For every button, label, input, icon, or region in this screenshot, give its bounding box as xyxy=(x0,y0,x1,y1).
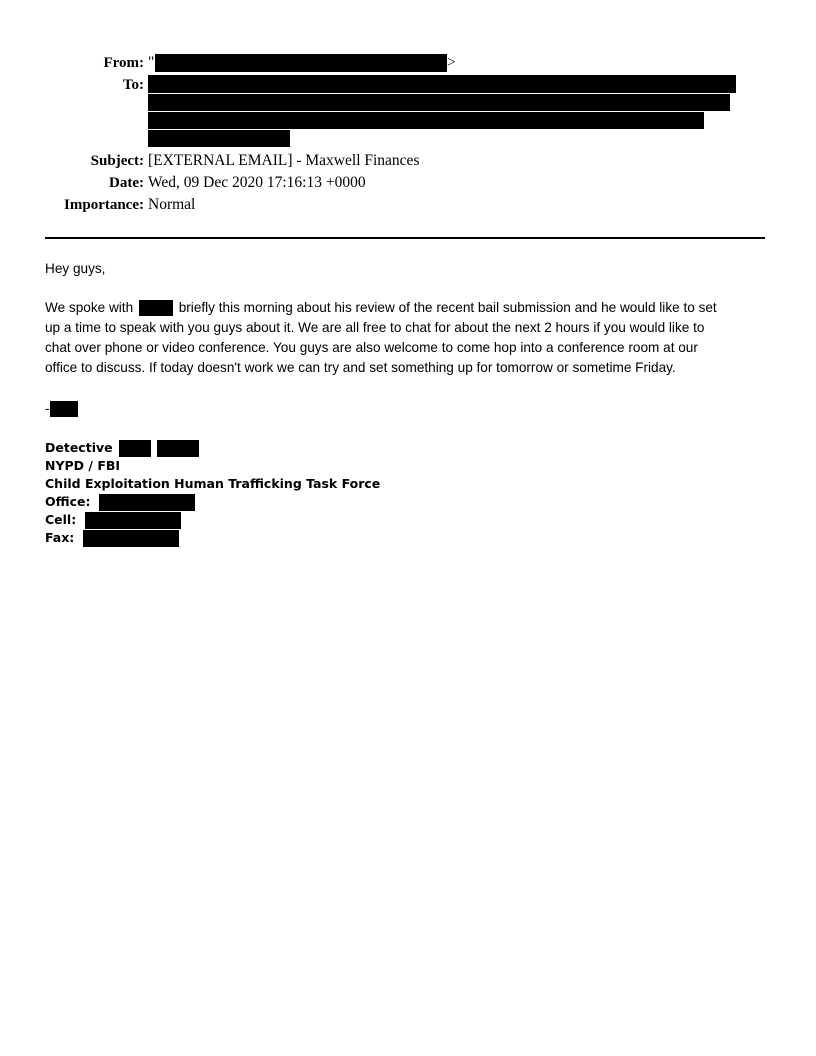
body-line-1-before: We spoke with xyxy=(45,300,134,315)
signature-unit: Child Exploitation Human Trafficking Task Force xyxy=(45,476,381,491)
signoff-redaction xyxy=(50,401,78,417)
signoff xyxy=(45,399,78,419)
fax-label: Fax: xyxy=(45,530,75,545)
header-divider xyxy=(45,237,765,239)
cell-redaction xyxy=(85,512,181,529)
name-redaction xyxy=(139,300,173,316)
date-value: Wed, 09 Dec 2020 17:16:13 +0000 xyxy=(148,174,366,191)
from-label: From: xyxy=(103,55,144,71)
to-redaction-3 xyxy=(148,112,704,129)
signature-title-line xyxy=(45,439,199,457)
date-label: Date: xyxy=(109,175,144,191)
importance-label: Importance: xyxy=(64,197,144,213)
body-line-1-after: briefly this morning about his review of the recent bail submission and he would like to set xyxy=(178,300,717,315)
signature-org: NYPD / FBI xyxy=(45,458,121,473)
greeting: Hey guys, xyxy=(45,261,106,276)
to-redaction-4 xyxy=(148,130,290,147)
from-suffix: > xyxy=(447,54,456,71)
from-quote: " xyxy=(148,54,155,71)
body-line-1 xyxy=(45,298,717,318)
to-label: To: xyxy=(122,77,144,93)
signature-fax-line xyxy=(45,529,179,547)
signature-office-line xyxy=(45,493,195,511)
signoff-dash: - xyxy=(45,401,50,416)
to-redaction-1 xyxy=(148,75,736,93)
subject-label: Subject: xyxy=(90,153,144,169)
signature-title: Detective xyxy=(45,440,113,455)
cell-label: Cell: xyxy=(45,512,77,527)
last-name-redaction xyxy=(157,440,199,457)
to-redaction-2 xyxy=(148,94,730,111)
from-redaction xyxy=(155,54,447,72)
office-label: Office: xyxy=(45,494,91,509)
first-name-redaction xyxy=(119,440,151,457)
body-line-2: up a time to speak with you guys about it. We are all free to chat for about the next 2 hours if you would like to xyxy=(45,320,705,335)
importance-value: Normal xyxy=(148,196,196,213)
office-redaction xyxy=(99,494,195,511)
signature-cell-line xyxy=(45,511,181,529)
body-line-4: office to discuss. If today doesn't work we can try and set something up for tomorrow or sometime Friday. xyxy=(45,360,676,375)
fax-redaction xyxy=(83,530,179,547)
subject-value: [EXTERNAL EMAIL] - Maxwell Finances xyxy=(148,152,420,169)
body-line-3: chat over phone or video conference. You guys are also welcome to come hop into a conference room at our xyxy=(45,340,698,355)
